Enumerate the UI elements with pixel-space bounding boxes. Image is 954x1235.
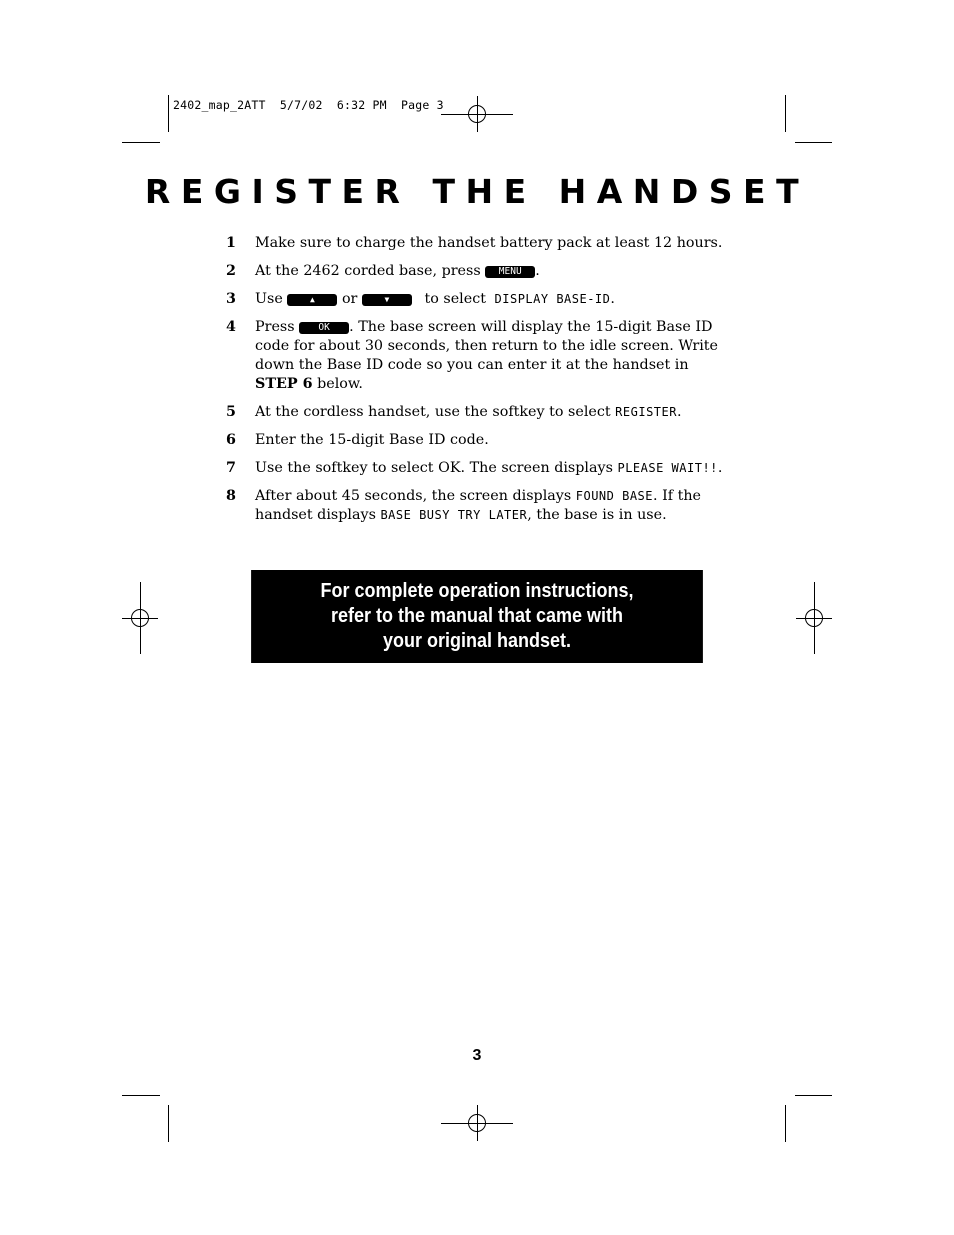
- registration-mark: [459, 96, 495, 132]
- step-text: Use: [255, 291, 288, 307]
- registration-mark: [122, 600, 158, 636]
- step-text: .: [676, 404, 682, 420]
- step-text: At the cordless handset, use the softkey to select: [255, 404, 616, 420]
- step-number: 3: [226, 291, 236, 307]
- lcd-text: REGISTER: [615, 405, 677, 419]
- step-number: 1: [226, 235, 236, 251]
- step-text: .: [610, 291, 615, 307]
- step-4: [226, 318, 726, 394]
- banner-line: refer to the manual that came with: [330, 605, 624, 627]
- step-text: . If the handset displays: [255, 488, 701, 523]
- lcd-text: PLEASE WAIT!!: [617, 461, 718, 475]
- step-number: 5: [226, 404, 236, 420]
- step-text: Use the softkey to select OK. The screen displays: [255, 460, 618, 476]
- crop-mark: [168, 95, 169, 132]
- registration-mark: [459, 1105, 495, 1141]
- step-7: [226, 459, 726, 478]
- step-8: [226, 487, 726, 525]
- lcd-text: FOUND BASE: [575, 489, 653, 503]
- step-text: or: [337, 291, 362, 307]
- banner-line: your original handset.: [382, 630, 572, 652]
- crop-mark: [122, 1095, 160, 1096]
- down-arrow-key-icon: ▼: [362, 294, 412, 306]
- menu-key-icon: MENU: [485, 266, 535, 278]
- step-1: [226, 234, 726, 253]
- step-2: [226, 262, 726, 281]
- step-text: After about 45 seconds, the screen displays: [255, 488, 576, 504]
- step-text: to select: [419, 291, 491, 307]
- step-text: .: [717, 460, 723, 476]
- crop-mark: [785, 95, 786, 132]
- page-number: 3: [472, 1047, 482, 1064]
- instructions-banner: [251, 570, 703, 663]
- crop-mark: [122, 142, 160, 143]
- step-6: [226, 431, 726, 450]
- step-text: . The base screen will display the 15-digit Base ID code for about 30 seconds, then return to the idle screen. Write down the Base ID code so you can enter it at the handset in: [255, 319, 718, 373]
- print-slug: 2402_map_2ATT 5/7/02 6:32 PM Page 3: [173, 98, 444, 112]
- step-text: .: [535, 263, 540, 279]
- step-3: [226, 290, 726, 309]
- registration-mark: [796, 600, 832, 636]
- step-number: 8: [226, 488, 236, 504]
- step-reference: STEP 6: [255, 376, 313, 392]
- step-text: Make sure to charge the handset battery pack at least 12 hours.: [255, 235, 723, 251]
- lcd-text: BASE BUSY TRY LATER: [380, 508, 528, 522]
- step-text: Enter the 15-digit Base ID code.: [255, 432, 489, 448]
- steps-list: [226, 234, 726, 534]
- step-number: 2: [226, 263, 236, 279]
- ok-key-icon: OK: [299, 322, 349, 334]
- step-text: Press: [255, 319, 300, 335]
- banner-line: For complete operation instructions,: [320, 580, 634, 602]
- page-title: REGISTER THE HANDSET: [144, 172, 810, 211]
- crop-mark: [795, 1095, 832, 1096]
- step-number: 7: [226, 460, 236, 476]
- step-5: [226, 403, 726, 422]
- up-arrow-key-icon: ▲: [287, 294, 337, 306]
- crop-mark: [168, 1105, 169, 1142]
- step-text: At the 2462 corded base, press: [255, 263, 486, 279]
- lcd-text: DISPLAY BASE-ID: [494, 292, 611, 306]
- crop-mark: [785, 1105, 786, 1142]
- crop-mark: [795, 142, 832, 143]
- step-text: , the base is in use.: [527, 507, 667, 523]
- step-text: below.: [312, 376, 363, 392]
- step-number: 6: [226, 432, 236, 448]
- step-number: 4: [226, 319, 236, 335]
